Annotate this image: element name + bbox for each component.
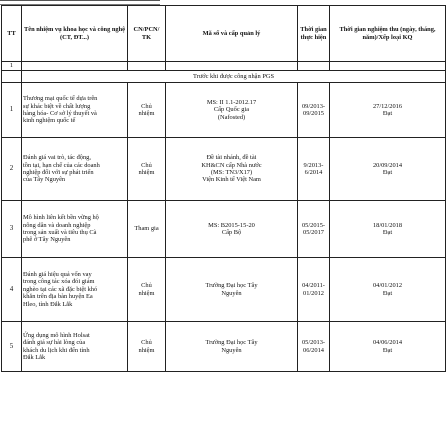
role: Chủ nhiệm xyxy=(128,138,166,201)
header-code-level: Mã số và cấp quản lý xyxy=(166,6,298,62)
role: Chủ nhiệm xyxy=(128,322,166,372)
column-number xyxy=(330,62,446,71)
header-duration: Thời gian thực hiện xyxy=(298,6,330,62)
table-row xyxy=(2,201,446,258)
column-number xyxy=(22,62,128,71)
role: Chủ nhiệm xyxy=(128,258,166,322)
project-name: Ứng dụng mô hình Holsat đánh giá sự hài lòng của khách du lịch khi đến tỉnh Đắk Lắk xyxy=(22,322,128,372)
acceptance: 04/06/2014 Đạt xyxy=(330,322,446,372)
table-row xyxy=(2,138,446,201)
column-number xyxy=(166,62,298,71)
code-level: Trường Đại học Tây Nguyên xyxy=(166,258,298,322)
header-role: CN/PCN/ TK xyxy=(128,6,166,62)
row-number: 5 xyxy=(2,322,22,372)
code-level: MS: II 1.1-2012.17 Cấp Quốc gia (Nafosted) xyxy=(166,83,298,138)
table-row xyxy=(2,258,446,322)
duration: 09/2013- 09/2015 xyxy=(298,83,330,138)
column-number: 1 xyxy=(2,62,22,71)
row-number: 4 xyxy=(2,258,22,322)
code-level: Đề tài nhánh, đề tài KH&CN cấp Nhà nước (MS: TN3/X17) Viện Kinh tế Việt Nam xyxy=(166,138,298,201)
section-marker xyxy=(2,71,22,83)
section-row xyxy=(2,71,446,83)
code-level: Trường Đại học Tây Nguyên xyxy=(166,322,298,372)
duration: 04/2011- 01/2012 xyxy=(298,258,330,322)
duration: 05/2015- 05/2017 xyxy=(298,201,330,258)
column-number xyxy=(298,62,330,71)
project-name: Đánh giá hiệu quả vốn vay trong công tác xóa đói giảm nghèo tại các xã đặc biệt khó khăn trên địa bàn huyện Ea Hleo, tỉnh Đắk Lắk xyxy=(22,258,128,322)
column-number-row xyxy=(2,62,446,71)
row-number: 1 xyxy=(2,83,22,138)
table-header-row xyxy=(2,6,446,62)
code-level: MS: B2015-15-20 Cấp Bộ xyxy=(166,201,298,258)
section-title: Trước khi được công nhận PGS xyxy=(22,71,446,83)
table-row xyxy=(2,322,446,372)
role: Tham gia xyxy=(128,201,166,258)
table-row xyxy=(2,83,446,138)
project-name: Mô hình liên kết bền vững hộ nông dân và doanh nghiệp trong sản xuất và tiêu thụ Cà phê ở Tây Nguyên xyxy=(22,201,128,258)
duration: 05/2013- 06/2014 xyxy=(298,322,330,372)
row-number: 2 xyxy=(2,138,22,201)
project-name: Đánh giá vai trò, tác động, tồn tại, hạn chế của các doanh nghiệp đối với sự phát triển của Tây Nguyên xyxy=(22,138,128,201)
acceptance: 18/01/2018 Đạt xyxy=(330,201,446,258)
acceptance: 20/09/2014 Đạt xyxy=(330,138,446,201)
acceptance: 27/12/2016 Đạt xyxy=(330,83,446,138)
project-name: Thương mại quốc tế dựa trên sự khác biệt về chất lượng hàng hóa- Cơ sở lý thuyết và kinh nghiệm quốc tế xyxy=(22,83,128,138)
acceptance: 04/01/2012 Đạt xyxy=(330,258,446,322)
row-number: 3 xyxy=(2,201,22,258)
header-acceptance: Thời gian nghiệm thu (ngày, tháng, năm)/Xếp loại KQ xyxy=(330,6,446,62)
duration: 9/2013- 6/2014 xyxy=(298,138,330,201)
research-projects-table xyxy=(1,5,446,372)
column-number xyxy=(128,62,166,71)
header-tt: TT xyxy=(2,6,22,62)
header-project-name: Tên nhiệm vụ khoa học và công nghệ (CT, ĐT...) xyxy=(22,6,128,62)
role: Chủ nhiệm xyxy=(128,83,166,138)
